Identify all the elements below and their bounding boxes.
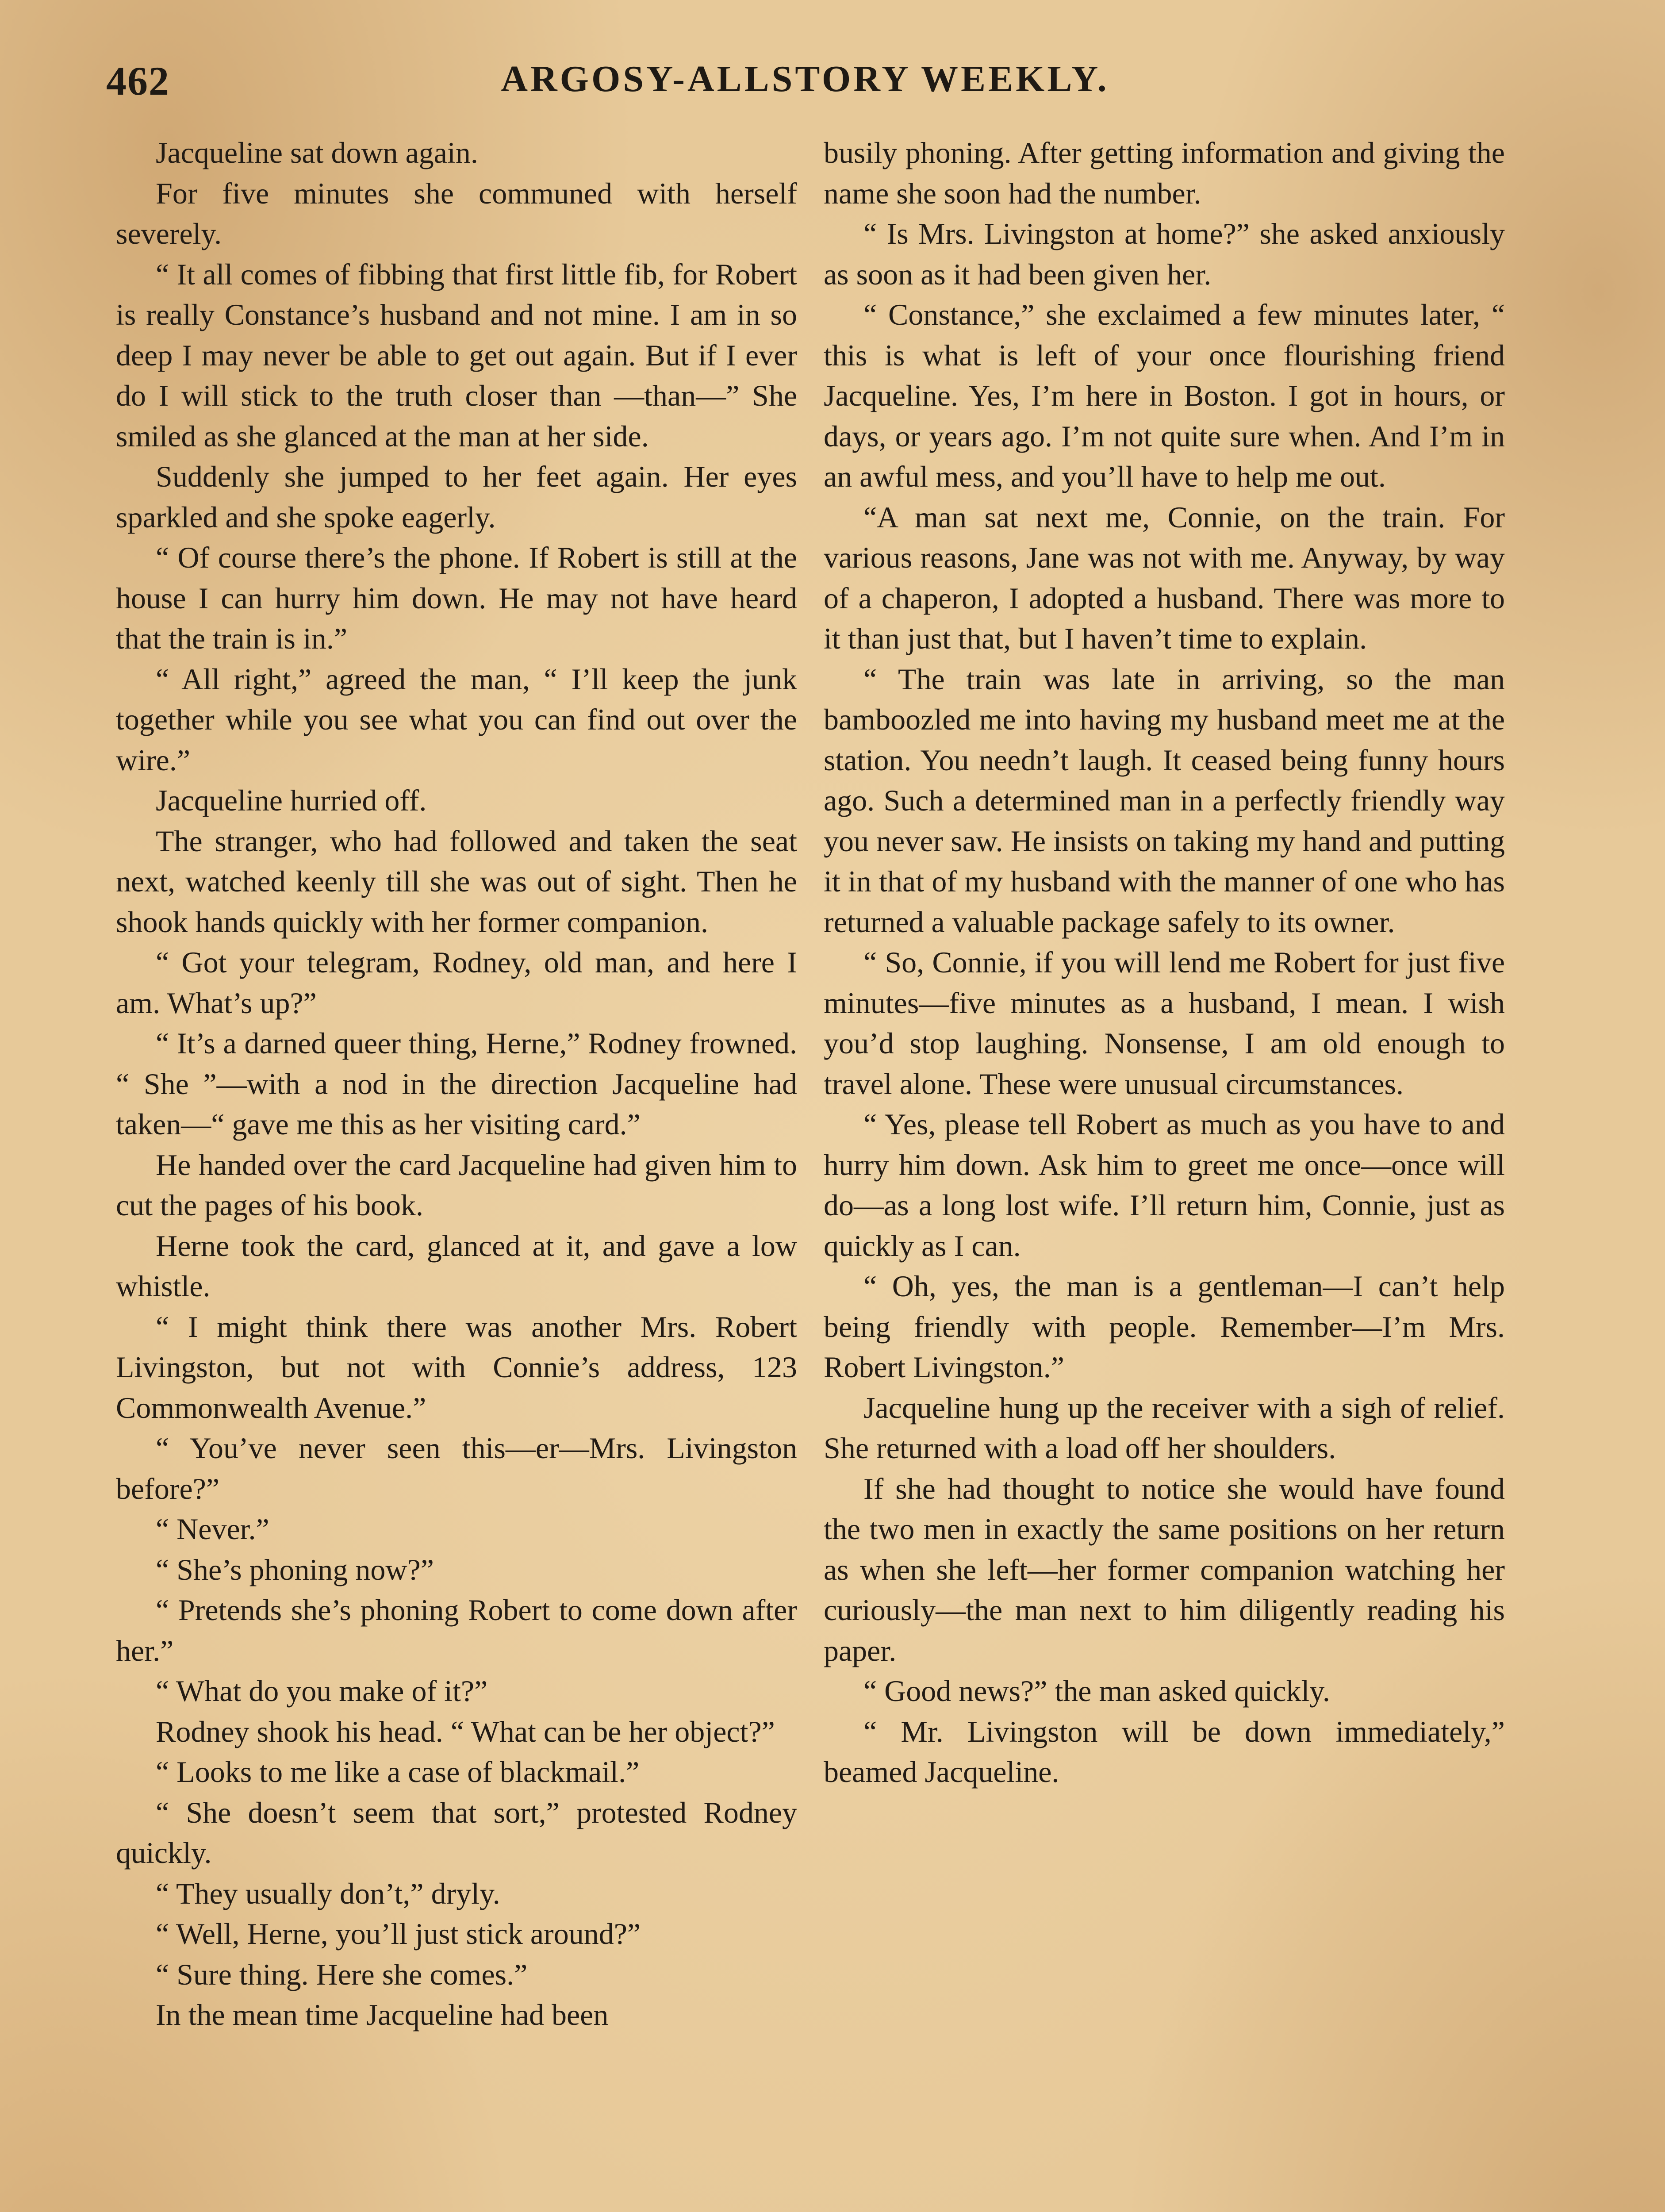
paragraph: “ Looks to me like a case of blackmail.”	[156, 1755, 640, 1789]
paragraph: “ I might think there was another Mrs. Robert Livingston, but not with Connie’s address, 123 Commonwealth Avenue.”	[116, 1310, 797, 1425]
paragraph: “ Sure thing. Here she comes.”	[156, 1957, 528, 1991]
paragraph: “ Pretends she’s phoning Robert to come down after her.”	[116, 1593, 797, 1667]
paragraph: “ Good news?” the man asked quickly.	[863, 1674, 1330, 1708]
right-column	[824, 133, 1505, 1793]
paragraph: “ She doesn’t seem that sort,” protested Rodney quickly.	[116, 1795, 797, 1870]
paragraph: “ Never.”	[156, 1512, 269, 1546]
paragraph: “ Mr. Livingston will be down immediately,” beamed Jacqueline.	[824, 1714, 1505, 1789]
page-number: 462	[106, 58, 170, 104]
paragraph: “ Yes, please tell Robert as much as you have to and hurry him down. Ask him to greet me once—once will do—as a long lost wife. I’ll return him, Connie, just as quickly as I can.	[824, 1107, 1505, 1263]
paragraph: “ What do you make of it?”	[156, 1674, 488, 1708]
paragraph: “ Of course there’s the phone. If Robert is still at the house I can hurry him down. He may not have heard that the train is in.”	[116, 541, 797, 655]
paragraph: Herne took the card, glanced at it, and gave a low whistle.	[116, 1229, 797, 1303]
paragraph: Rodney shook his head. “ What can be her object?”	[156, 1714, 775, 1748]
paragraph: “ It’s a darned queer thing, Herne,” Rodney frowned. “ She ”—with a nod in the direction Jacqueline had taken—“ gave me this as her visiting card.”	[116, 1026, 797, 1141]
paragraph: “ Well, Herne, you’ll just stick around?”	[156, 1917, 641, 1951]
paragraph: “ Is Mrs. Livingston at home?” she asked anxiously as soon as it had been given her.	[824, 217, 1505, 291]
paragraph: “ All right,” agreed the man, “ I’ll keep the junk together while you see what you can find out over the wire.”	[116, 662, 797, 777]
left-column	[116, 133, 797, 2035]
paragraph: For five minutes she communed with herself severely.	[116, 176, 797, 250]
paragraph: Jacqueline hurried off.	[156, 783, 427, 817]
paragraph: “ They usually don’t,” dryly.	[156, 1876, 500, 1910]
paragraph: In the mean time Jacqueline had been	[156, 1998, 609, 2032]
paragraph: “ Got your telegram, Rodney, old man, and here I am. What’s up?”	[116, 945, 797, 1020]
paragraph: “ Oh, yes, the man is a gentleman—I can’t help being friendly with people. Remember—I’m Mrs. Robert Livingston.”	[824, 1269, 1505, 1384]
paragraph: If she had thought to notice she would have found the two men in exactly the same positions on her return as when she left—her former companion watching her curiously—the man next to him diligently reading his paper.	[824, 1471, 1505, 1667]
paragraph: “ You’ve never seen this—er—Mrs. Livingston before?”	[116, 1431, 797, 1505]
running-title: ARGOSY-ALLSTORY WEEKLY.	[501, 58, 1109, 100]
paragraph: He handed over the card Jacqueline had given him to cut the pages of his book.	[116, 1148, 797, 1222]
paragraph: “ Constance,” she exclaimed a few minutes later, “ this is what is left of your once flourishing friend Jacqueline. Yes, I’m here in Boston. I got in hours, or days, or years ago. I’m not quite sure when. And I’m in an awful mess, and you’ll have to help me out.	[824, 298, 1505, 493]
paragraph: “ It all comes of fibbing that first little fib, for Robert is really Constance’s husband and not mine. I am in so deep I may never be able to get out again. But if I ever do I will stick to the truth closer than —than—” She smiled as she glanced at the man at her side.	[116, 257, 797, 453]
paragraph: busily phoning. After getting information and giving the name she soon had the number.	[824, 136, 1505, 210]
paragraph: “A man sat next me, Connie, on the train. For various reasons, Jane was not with me. Anyway, by way of a chaperon, I adopted a husband. There was more to it than just that, but I haven’t time to explain.	[824, 500, 1505, 655]
paragraph: “ So, Connie, if you will lend me Robert for just five minutes—five minutes as a husband, I mean. I wish you’d stop laughing. Nonsense, I am old enough to travel alone. These were unusual circumstances.	[824, 945, 1505, 1101]
paragraph: Jacqueline hung up the receiver with a sigh of relief. She returned with a load off her shoulders.	[824, 1390, 1505, 1465]
page-header	[106, 58, 1504, 115]
paragraph: “ She’s phoning now?”	[156, 1552, 434, 1586]
paragraph: Suddenly she jumped to her feet again. Her eyes sparkled and she spoke eagerly.	[116, 460, 797, 534]
paragraph: “ The train was late in arriving, so the man bamboozled me into having my husband meet me at the station. You needn’t laugh. It ceased being funny hours ago. Such a determined man in a perfectly friendly way you never saw. He insists on taking my hand and putting it in that of my husband with the manner of one who has returned a valuable package safely to its owner.	[824, 662, 1505, 939]
paragraph: The stranger, who had followed and taken the seat next, watched keenly till she was out of sight. Then he shook hands quickly with her former companion.	[116, 824, 797, 939]
paragraph: Jacqueline sat down again.	[156, 136, 478, 169]
